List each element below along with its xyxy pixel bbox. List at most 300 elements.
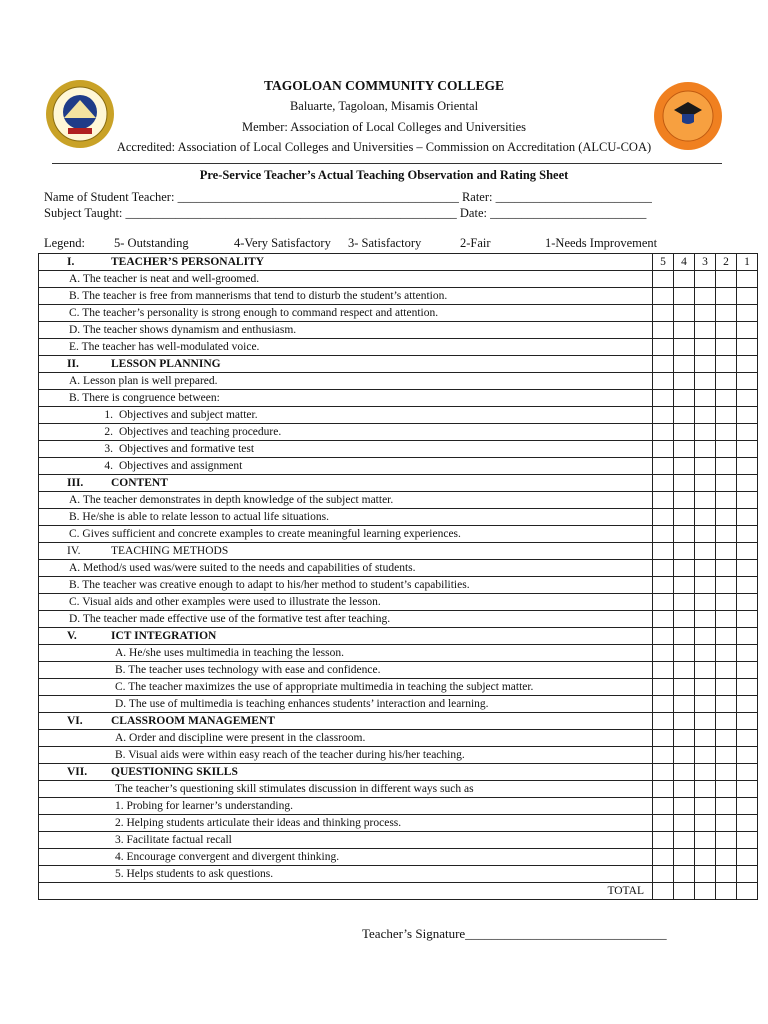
rating-cell[interactable] <box>653 577 674 594</box>
rating-cell[interactable] <box>737 577 758 594</box>
rating-cell[interactable] <box>737 407 758 424</box>
criterion-text: A. Lesson plan is well prepared. <box>39 373 653 390</box>
rating-cell[interactable] <box>674 560 695 577</box>
rating-cell[interactable] <box>653 305 674 322</box>
rating-cell[interactable] <box>737 849 758 866</box>
criterion-text: B. The teacher is free from mannerisms that tend to disturb the student’s attention. <box>39 288 653 305</box>
criterion-text: 1. Probing for learner’s understanding. <box>39 798 653 815</box>
table-row <box>39 645 758 662</box>
rating-cell[interactable] <box>695 560 716 577</box>
sub-criterion-number: 4. <box>104 460 113 472</box>
table-row <box>39 679 758 696</box>
table-row <box>39 526 758 543</box>
table-row <box>39 815 758 832</box>
rating-cell[interactable] <box>695 407 716 424</box>
table-row <box>39 356 758 373</box>
rating-cell[interactable] <box>674 781 695 798</box>
rating-cell[interactable] <box>716 662 737 679</box>
rating-cell[interactable] <box>737 645 758 662</box>
rating-cell[interactable] <box>653 815 674 832</box>
rating-cell[interactable] <box>695 645 716 662</box>
table-row <box>39 866 758 883</box>
table-row <box>39 594 758 611</box>
criterion-text: B. There is congruence between: <box>39 390 653 407</box>
table-row <box>39 730 758 747</box>
membership-line: Member: Association of Local Colleges and Universities <box>242 120 526 134</box>
rating-cell[interactable] <box>716 305 737 322</box>
table-row <box>39 373 758 390</box>
rating-cell[interactable] <box>695 815 716 832</box>
rating-cell[interactable] <box>674 373 695 390</box>
rating-cell[interactable] <box>695 883 716 900</box>
legend-label: Legend: <box>44 236 85 250</box>
rating-cell[interactable] <box>653 662 674 679</box>
rating-cell[interactable] <box>737 662 758 679</box>
rating-cell[interactable] <box>716 441 737 458</box>
table-row <box>39 390 758 407</box>
rating-cell[interactable] <box>653 441 674 458</box>
table-row <box>39 713 758 730</box>
criterion-text: A. He/she uses multimedia in teaching the lesson. <box>39 645 653 662</box>
rating-cell[interactable] <box>674 509 695 526</box>
table-row <box>39 288 758 305</box>
rating-cell[interactable] <box>674 679 695 696</box>
rating-cell[interactable] <box>674 271 695 288</box>
rating-table <box>38 253 758 900</box>
rating-cell[interactable] <box>674 764 695 781</box>
rating-cell[interactable] <box>695 441 716 458</box>
rating-cell[interactable] <box>716 543 737 560</box>
criterion-text: 3. Facilitate factual recall <box>39 832 653 849</box>
rating-cell[interactable] <box>716 390 737 407</box>
rating-cell[interactable] <box>674 407 695 424</box>
rating-cell[interactable] <box>674 645 695 662</box>
rating-cell[interactable] <box>695 713 716 730</box>
subject-date-line[interactable]: Subject Taught: _____________________________________________________ Date: _________________________ <box>44 206 647 220</box>
rating-cell[interactable] <box>653 679 674 696</box>
rating-cell[interactable] <box>716 356 737 373</box>
table-row <box>39 509 758 526</box>
form-title: Pre-Service Teacher’s Actual Teaching Observation and Rating Sheet <box>199 168 569 182</box>
rating-cell[interactable] <box>737 271 758 288</box>
criterion-text: C. The teacher maximizes the use of appropriate multimedia in teaching the subject matter. <box>39 679 653 696</box>
rating-cell[interactable] <box>716 747 737 764</box>
section-number: V. <box>67 630 77 642</box>
rating-cell[interactable] <box>716 492 737 509</box>
rating-cell[interactable] <box>737 832 758 849</box>
rating-cell[interactable] <box>653 628 674 645</box>
rating-cell[interactable] <box>653 390 674 407</box>
table-row <box>39 662 758 679</box>
rating-cell[interactable] <box>674 866 695 883</box>
header-divider <box>52 163 722 164</box>
rating-cell[interactable] <box>674 730 695 747</box>
rating-cell[interactable] <box>674 798 695 815</box>
criterion-text: B. The teacher uses technology with ease and confidence. <box>39 662 653 679</box>
rating-cell[interactable] <box>653 696 674 713</box>
rating-cell[interactable] <box>716 424 737 441</box>
criterion-text: E. The teacher has well-modulated voice. <box>39 339 653 356</box>
rating-cell[interactable] <box>653 322 674 339</box>
rating-cell[interactable] <box>716 407 737 424</box>
rating-cell[interactable] <box>653 339 674 356</box>
rating-cell[interactable] <box>716 781 737 798</box>
rating-cell[interactable] <box>716 730 737 747</box>
rating-cell[interactable] <box>653 288 674 305</box>
criterion-text: B. He/she is able to relate lesson to actual life situations. <box>39 509 653 526</box>
criterion-text: D. The teacher shows dynamism and enthusiasm. <box>39 322 653 339</box>
rating-cell[interactable] <box>737 713 758 730</box>
rating-cell[interactable] <box>653 883 674 900</box>
rating-cell[interactable] <box>737 781 758 798</box>
rating-cell[interactable] <box>737 611 758 628</box>
rating-cell[interactable] <box>695 781 716 798</box>
rating-cell[interactable] <box>737 288 758 305</box>
rating-cell[interactable] <box>695 679 716 696</box>
section-title: ICT INTEGRATION <box>111 630 217 642</box>
rating-cell[interactable] <box>653 832 674 849</box>
rating-cell[interactable] <box>674 543 695 560</box>
college-name: TAGOLOAN COMMUNITY COLLEGE <box>263 78 504 93</box>
rating-cell[interactable] <box>695 849 716 866</box>
rating-cell[interactable] <box>653 475 674 492</box>
criterion-text: B. The teacher was creative enough to adapt to his/her method to student’s capabilities. <box>39 577 653 594</box>
rating-cell[interactable] <box>653 849 674 866</box>
rating-cell[interactable] <box>653 730 674 747</box>
section-number: VI. <box>67 715 83 727</box>
criterion-text: C. Gives sufficient and concrete examples to create meaningful learning experiences. <box>39 526 653 543</box>
rating-cell[interactable] <box>716 815 737 832</box>
rating-cell[interactable] <box>653 764 674 781</box>
rating-cell[interactable] <box>653 458 674 475</box>
rating-cell[interactable] <box>716 322 737 339</box>
rating-cell[interactable] <box>737 526 758 543</box>
rating-cell[interactable] <box>695 475 716 492</box>
score-header: 4 <box>674 254 695 271</box>
rating-cell[interactable] <box>737 747 758 764</box>
criterion-text: C. The teacher’s personality is strong enough to command respect and attention. <box>39 305 653 322</box>
sub-criterion <box>39 424 653 441</box>
section-number: II. <box>67 358 79 370</box>
table-row <box>39 560 758 577</box>
rating-cell[interactable] <box>653 424 674 441</box>
rating-cell[interactable] <box>674 458 695 475</box>
sub-criterion-number: 3. <box>104 443 113 455</box>
rating-cell[interactable] <box>653 747 674 764</box>
rating-cell[interactable] <box>674 594 695 611</box>
rating-cell[interactable] <box>695 798 716 815</box>
table-row <box>39 883 758 900</box>
table-row <box>39 781 758 798</box>
rating-cell[interactable] <box>653 781 674 798</box>
section-heading <box>39 356 653 373</box>
rating-cell[interactable] <box>674 747 695 764</box>
rating-cell[interactable] <box>695 747 716 764</box>
sub-criterion-number: 1. <box>104 409 113 421</box>
score-header: 5 <box>653 254 674 271</box>
rating-cell[interactable] <box>737 441 758 458</box>
rating-cell[interactable] <box>695 832 716 849</box>
table-row <box>39 305 758 322</box>
rating-cell[interactable] <box>674 390 695 407</box>
criterion-text: 5. Helps students to ask questions. <box>39 866 653 883</box>
rating-cell[interactable] <box>653 373 674 390</box>
rating-cell[interactable] <box>653 407 674 424</box>
sub-criterion <box>39 407 653 424</box>
rating-cell[interactable] <box>716 339 737 356</box>
criterion-text: A. Order and discipline were present in the classroom. <box>39 730 653 747</box>
rating-cell[interactable] <box>653 560 674 577</box>
table-row <box>39 543 758 560</box>
rating-cell[interactable] <box>695 509 716 526</box>
criterion-text: D. The teacher made effective use of the formative test after teaching. <box>39 611 653 628</box>
rating-cell[interactable] <box>653 356 674 373</box>
rating-cell[interactable] <box>695 339 716 356</box>
criterion-text: 4. Encourage convergent and divergent thinking. <box>39 849 653 866</box>
section-heading <box>39 475 653 492</box>
rating-cell[interactable] <box>674 883 695 900</box>
rating-cell[interactable] <box>716 832 737 849</box>
table-row <box>39 254 758 271</box>
rating-cell[interactable] <box>653 526 674 543</box>
rating-cell[interactable] <box>737 492 758 509</box>
rating-cell[interactable] <box>716 594 737 611</box>
section-heading <box>39 764 653 781</box>
rating-cell[interactable] <box>653 509 674 526</box>
rating-cell[interactable] <box>737 424 758 441</box>
rating-cell[interactable] <box>674 611 695 628</box>
rating-cell[interactable] <box>653 798 674 815</box>
rating-cell[interactable] <box>653 611 674 628</box>
college-address: Baluarte, Tagoloan, Misamis Oriental <box>289 99 479 113</box>
rating-cell[interactable] <box>716 883 737 900</box>
rating-cell[interactable] <box>716 679 737 696</box>
rating-cell[interactable] <box>674 696 695 713</box>
rating-cell[interactable] <box>674 356 695 373</box>
sub-criterion-text: Objectives and formative test <box>119 443 255 455</box>
rating-cell[interactable] <box>674 832 695 849</box>
rating-cell[interactable] <box>674 305 695 322</box>
sub-criterion <box>39 441 653 458</box>
rating-cell[interactable] <box>695 628 716 645</box>
table-row <box>39 492 758 509</box>
criterion-text: D. The use of multimedia is teaching enhances students’ interaction and learning. <box>39 696 653 713</box>
legend-item: 4-Very Satisfactory <box>234 236 331 250</box>
criterion-text: 2. Helping students articulate their ideas and thinking process. <box>39 815 653 832</box>
section-title: TEACHER’S PERSONALITY <box>111 256 265 268</box>
table-row <box>39 696 758 713</box>
legend-item: 1-Needs Improvement <box>545 236 658 250</box>
table-row <box>39 322 758 339</box>
rating-cell[interactable] <box>695 696 716 713</box>
rating-cell[interactable] <box>716 577 737 594</box>
total-label: TOTAL <box>39 883 653 900</box>
rating-cell[interactable] <box>737 322 758 339</box>
name-rater-line[interactable]: Name of Student Teacher: _____________________________________________ Rater: _________________________ <box>44 190 652 204</box>
rating-cell[interactable] <box>695 611 716 628</box>
sub-criterion <box>39 458 653 475</box>
section-title: TEACHING METHODS <box>111 545 229 557</box>
table-row <box>39 611 758 628</box>
table-row <box>39 339 758 356</box>
section-heading <box>39 543 653 560</box>
sub-criterion-number: 2. <box>104 426 113 438</box>
rating-cell[interactable] <box>695 373 716 390</box>
rating-cell[interactable] <box>674 492 695 509</box>
rating-cell[interactable] <box>653 866 674 883</box>
rating-cell[interactable] <box>737 543 758 560</box>
table-row <box>39 849 758 866</box>
section-heading <box>39 713 653 730</box>
rating-cell[interactable] <box>716 560 737 577</box>
rating-cell[interactable] <box>716 645 737 662</box>
rating-cell[interactable] <box>653 594 674 611</box>
legend-item: 2-Fair <box>460 236 491 250</box>
rating-cell[interactable] <box>695 866 716 883</box>
rating-cell[interactable] <box>653 271 674 288</box>
rating-cell[interactable] <box>695 594 716 611</box>
rating-cell[interactable] <box>674 322 695 339</box>
rating-cell[interactable] <box>716 849 737 866</box>
rating-cell[interactable] <box>737 305 758 322</box>
section-heading <box>39 254 653 271</box>
criterion-text: A. The teacher demonstrates in depth knowledge of the subject matter. <box>39 492 653 509</box>
table-row <box>39 407 758 424</box>
rating-cell[interactable] <box>737 815 758 832</box>
rating-cell[interactable] <box>737 628 758 645</box>
rating-cell[interactable] <box>695 526 716 543</box>
rating-cell[interactable] <box>674 713 695 730</box>
section-heading <box>39 628 653 645</box>
score-header: 2 <box>716 254 737 271</box>
section-title: CLASSROOM MANAGEMENT <box>111 715 275 727</box>
rating-cell[interactable] <box>674 424 695 441</box>
table-row <box>39 577 758 594</box>
rating-cell[interactable] <box>674 339 695 356</box>
rating-cell[interactable] <box>737 594 758 611</box>
rating-cell[interactable] <box>737 509 758 526</box>
section-number: I. <box>67 256 75 268</box>
rating-cell[interactable] <box>737 390 758 407</box>
rating-cell[interactable] <box>674 662 695 679</box>
rating-cell[interactable] <box>674 475 695 492</box>
rating-cell[interactable] <box>737 798 758 815</box>
score-header: 3 <box>695 254 716 271</box>
table-row <box>39 832 758 849</box>
rating-cell[interactable] <box>716 764 737 781</box>
rating-cell[interactable] <box>716 288 737 305</box>
legend-item: 3- Satisfactory <box>348 236 422 250</box>
section-title: LESSON PLANNING <box>111 358 221 370</box>
rating-cell[interactable] <box>737 679 758 696</box>
rating-cell[interactable] <box>737 866 758 883</box>
rating-cell[interactable] <box>737 356 758 373</box>
rating-cell[interactable] <box>695 271 716 288</box>
criterion-text: B. Visual aids were within easy reach of the teacher during his/her teaching. <box>39 747 653 764</box>
rating-cell[interactable] <box>674 526 695 543</box>
rating-cell[interactable] <box>695 390 716 407</box>
rating-cell[interactable] <box>695 424 716 441</box>
sub-criterion-text: Objectives and assignment <box>119 460 243 472</box>
rating-cell[interactable] <box>716 798 737 815</box>
rating-cell[interactable] <box>695 543 716 560</box>
teacher-signature-line[interactable]: Teacher’s Signature_______________________________ <box>362 926 667 941</box>
rating-cell[interactable] <box>674 441 695 458</box>
sub-criterion-text: Objectives and subject matter. <box>119 409 258 421</box>
table-row <box>39 441 758 458</box>
section-number: III. <box>67 477 84 489</box>
rating-cell[interactable] <box>674 577 695 594</box>
rating-cell[interactable] <box>737 883 758 900</box>
rating-cell[interactable] <box>737 560 758 577</box>
rating-cell[interactable] <box>716 509 737 526</box>
rating-cell[interactable] <box>716 866 737 883</box>
rating-cell[interactable] <box>716 526 737 543</box>
table-row <box>39 747 758 764</box>
rating-cell[interactable] <box>737 730 758 747</box>
legend-item: 5- Outstanding <box>114 236 189 250</box>
rating-cell[interactable] <box>653 492 674 509</box>
rating-cell[interactable] <box>737 475 758 492</box>
rating-cell[interactable] <box>716 628 737 645</box>
rating-cell[interactable] <box>695 662 716 679</box>
rating-cell[interactable] <box>737 764 758 781</box>
rating-cell[interactable] <box>653 645 674 662</box>
sub-criterion-text: Objectives and teaching procedure. <box>119 426 282 438</box>
rating-cell[interactable] <box>737 373 758 390</box>
rating-cell[interactable] <box>716 373 737 390</box>
rating-cell[interactable] <box>695 322 716 339</box>
accreditation-line: Accredited: Association of Local Colleges and Universities – Commission on Accreditation (ALCU-COA) <box>116 140 652 154</box>
table-row <box>39 628 758 645</box>
rating-cell[interactable] <box>737 458 758 475</box>
table-row <box>39 424 758 441</box>
criterion-text: A. The teacher is neat and well-groomed. <box>39 271 653 288</box>
rating-cell[interactable] <box>716 271 737 288</box>
section-number: IV. <box>67 545 81 557</box>
rating-cell[interactable] <box>695 458 716 475</box>
rating-cell[interactable] <box>695 492 716 509</box>
rating-cell[interactable] <box>653 713 674 730</box>
rating-cell[interactable] <box>695 764 716 781</box>
rating-cell[interactable] <box>695 356 716 373</box>
rating-cell[interactable] <box>737 339 758 356</box>
rating-cell[interactable] <box>674 628 695 645</box>
criterion-text: The teacher’s questioning skill stimulates discussion in different ways such as <box>39 781 653 798</box>
section-number: VII. <box>67 766 88 778</box>
rating-cell[interactable] <box>695 730 716 747</box>
rating-cell[interactable] <box>674 288 695 305</box>
rating-cell[interactable] <box>695 288 716 305</box>
rating-cell[interactable] <box>716 611 737 628</box>
rating-cell[interactable] <box>716 475 737 492</box>
table-row <box>39 475 758 492</box>
rating-cell[interactable] <box>716 696 737 713</box>
rating-cell[interactable] <box>716 713 737 730</box>
rating-cell[interactable] <box>716 458 737 475</box>
rating-cell[interactable] <box>674 815 695 832</box>
section-title: QUESTIONING SKILLS <box>111 766 238 778</box>
table-row <box>39 798 758 815</box>
rating-cell[interactable] <box>695 577 716 594</box>
rating-cell[interactable] <box>737 696 758 713</box>
rating-cell[interactable] <box>695 305 716 322</box>
section-title: CONTENT <box>111 477 168 489</box>
rating-cell[interactable] <box>674 849 695 866</box>
table-row <box>39 271 758 288</box>
rating-cell[interactable] <box>653 543 674 560</box>
criterion-text: C. Visual aids and other examples were used to illustrate the lesson. <box>39 594 653 611</box>
